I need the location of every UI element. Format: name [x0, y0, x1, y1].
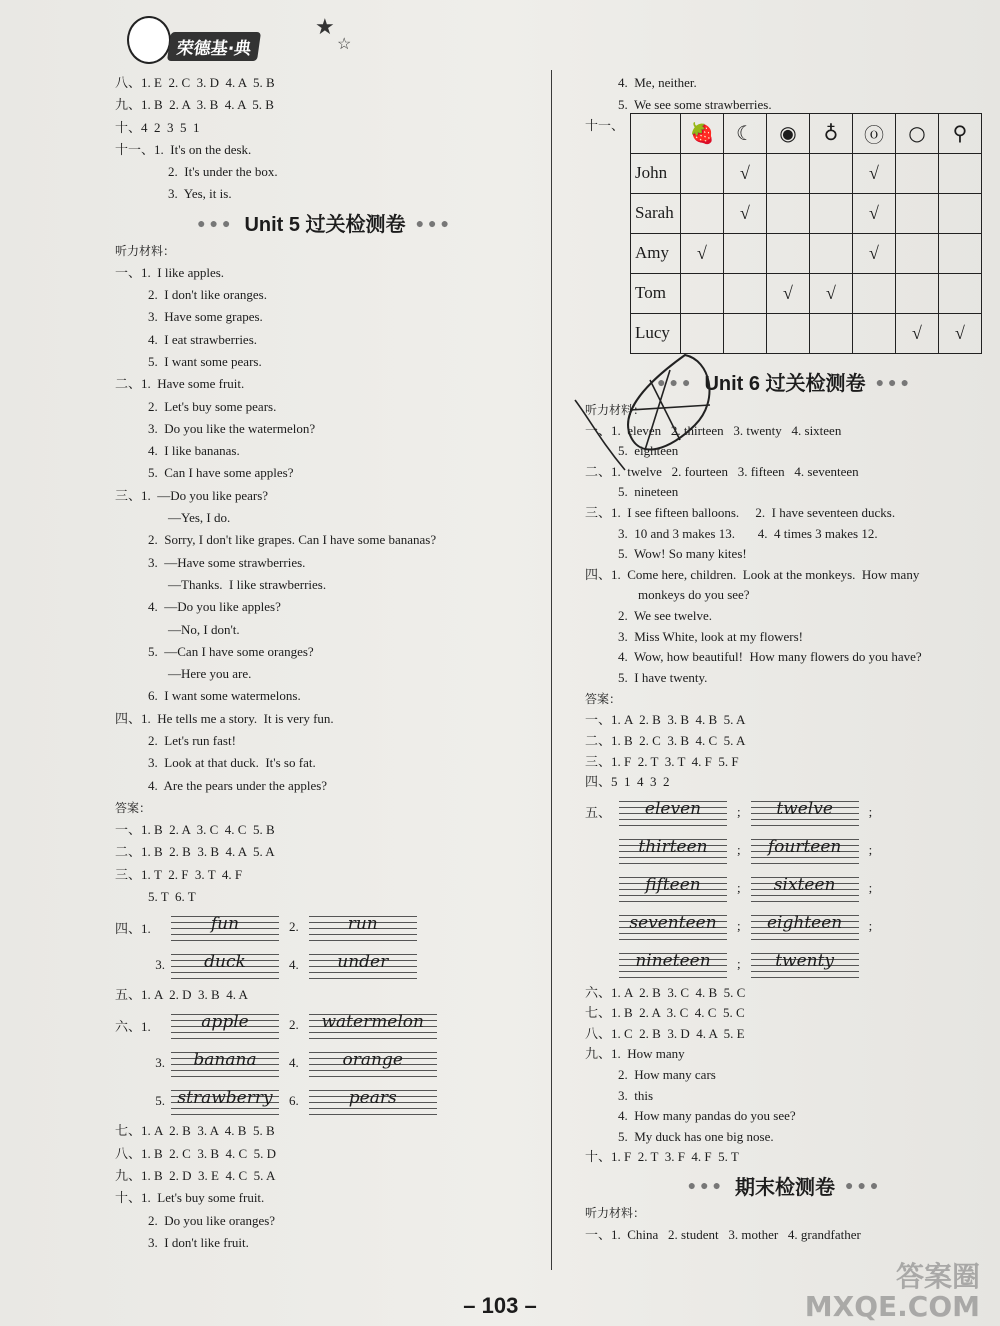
student-name: Amy [631, 233, 681, 273]
listening-line: 4. I eat strawberries. [148, 331, 258, 347]
listening-line: 四、1. Come here, children. Look at the monkeys. How many [585, 566, 920, 582]
check-cell [810, 193, 853, 233]
orange-icon: ○ [896, 113, 939, 153]
listening-line: 3. Look at that duck. It's so fat. [148, 755, 316, 771]
unit5-title: Unit 5 过关检测卷 [244, 214, 406, 237]
answer-line: 三、1. F 2. T 3. T 4. F 5. F [585, 753, 739, 769]
handwritten-word: under [337, 952, 389, 973]
question-label: 五、 [585, 805, 612, 821]
listening-line: 4. —Do you like apples? [148, 599, 281, 615]
listening-label: 听力材料： [115, 243, 176, 258]
fruit-table-section [585, 113, 985, 365]
handwritten-word: orange [342, 1050, 403, 1071]
handwritten-word: fourteen [767, 836, 842, 857]
student-name: Lucy [631, 313, 681, 353]
check-cell [681, 153, 724, 193]
check-cell [681, 273, 724, 313]
check-cell [724, 233, 767, 273]
table-corner [631, 113, 681, 153]
table-row [631, 193, 982, 233]
item-number: 4. [289, 1055, 299, 1071]
listening-line: —Thanks. I like strawberries. [168, 576, 327, 592]
handwritten-word: nineteen [635, 950, 711, 971]
writing-row [585, 907, 985, 945]
section-heading [115, 206, 535, 240]
separator: ; [868, 917, 873, 933]
table-row [631, 233, 982, 273]
check-cell [939, 153, 982, 193]
listening-line: 一、1. I like apples. [115, 264, 225, 280]
check-cell [767, 153, 810, 193]
question-label: 十一、 [585, 117, 625, 133]
listening-line: 6. I want some watermelons. [148, 688, 301, 704]
listening-line: 2. Let's buy some pears. [148, 398, 277, 414]
listening-line: 5. Wow! So many kites! [618, 546, 747, 562]
column-divider [551, 70, 552, 1270]
question-label: 四、1. [115, 920, 151, 936]
separator: ; [868, 803, 873, 819]
separator: ; [737, 917, 741, 933]
listening-line: 5. I want some pears. [148, 353, 262, 369]
listening-line: 3. 10 and 3 makes 13. 4. 4 times 3 makes 12. [618, 525, 878, 541]
dots-decoration: ●●● [197, 214, 235, 231]
answer-line: 九、1. How many [585, 1046, 685, 1062]
check-cell [939, 273, 982, 313]
handwritten-word: run [347, 914, 378, 935]
brand-logo [115, 14, 355, 70]
handwriting-box [171, 1009, 279, 1041]
item-number: 6. [289, 1093, 299, 1109]
check-cell [896, 153, 939, 193]
listening-line: —Here you are. [168, 666, 252, 682]
answer-line: 八、1. E 2. C 3. D 4. A 5. B [115, 75, 275, 90]
listening-line: monkeys do you see? [638, 587, 750, 603]
handwriting-box [171, 911, 279, 943]
handwritten-word: fifteen [645, 874, 701, 895]
listening-line: 5. eighteen [618, 443, 679, 459]
check-cell [810, 313, 853, 353]
handwriting-box [751, 872, 859, 904]
watermark: 答案圈 MXQE.COM [804, 1260, 980, 1323]
listening-line: 3. Do you like the watermelon? [148, 420, 316, 436]
listening-line: 2. Let's run fast! [148, 733, 236, 749]
handwritten-word: strawberry [177, 1088, 273, 1109]
answer-line: 八、1. C 2. B 3. D 4. A 5. E [585, 1025, 745, 1041]
check-cell: √ [681, 233, 724, 273]
answers-label: 答案： [585, 692, 622, 707]
fruit-table [630, 113, 982, 354]
answer-line: 十、1. Let's buy some fruit. [115, 1190, 265, 1206]
writing-row [585, 793, 985, 831]
dots-decoration: ●●● [415, 214, 453, 231]
dots-decoration: ●●● [875, 373, 913, 390]
handwritten-word: eighteen [767, 912, 843, 933]
listening-line: 二、1. Have some fruit. [115, 376, 245, 392]
check-cell [767, 193, 810, 233]
check-cell [810, 233, 853, 273]
dots-decoration: ●●● [687, 1177, 725, 1194]
item-number: 5. [155, 1093, 165, 1109]
table-row [631, 273, 982, 313]
handwriting-box [309, 911, 417, 943]
separator: ; [737, 879, 741, 895]
answer-line: 5. T 6. T [148, 888, 196, 904]
dots-decoration: ●●● [845, 1177, 883, 1194]
answer-line: 三、1. T 2. F 3. T 4. F [115, 866, 243, 882]
answer-line: 七、1. B 2. A 3. C 4. C 5. C [585, 1005, 745, 1021]
listening-line: 5. Can I have some apples? [148, 465, 294, 481]
answer-line: 七、1. A 2. B 3. A 4. B 5. B [115, 1123, 275, 1139]
page-number: – 103 – [463, 1293, 537, 1318]
handwritten-word: sixteen [773, 874, 836, 895]
check-cell [767, 233, 810, 273]
item-number: 2. [289, 1017, 299, 1033]
check-cell [681, 193, 724, 233]
check-cell [767, 313, 810, 353]
check-cell: √ [810, 273, 853, 313]
item-number: 3. [155, 957, 165, 973]
listening-line: 2. Sorry, I don't like grapes. Can I have some bananas? [148, 532, 437, 548]
listening-line: 3. Miss White, look at my flowers! [618, 628, 803, 644]
answer-line: 二、1. B 2. C 3. B 4. C 5. A [585, 732, 746, 748]
check-cell [853, 273, 896, 313]
answer-line: 八、1. B 2. C 3. B 4. C 5. D [115, 1145, 277, 1161]
handwritten-word: watermelon [321, 1012, 424, 1033]
question-label: 六、1. [115, 1018, 151, 1034]
answer-line: 2. It's under the box. [168, 164, 278, 180]
listening-line: 5. nineteen [618, 484, 679, 500]
answer-line: 4. Me, neither. [618, 75, 697, 90]
answer-line: 5. We see some strawberries. [618, 97, 772, 113]
answer-line: 一、1. A 2. B 3. B 4. B 5. A [585, 712, 746, 728]
check-cell: √ [767, 273, 810, 313]
listening-line: 二、1. twelve 2. fourteen 3. fifteen 4. seventeen [585, 463, 859, 479]
watermelon-icon: ◉ [767, 113, 810, 153]
table-row [631, 153, 982, 193]
handwriting-box [171, 1085, 279, 1117]
answer-line: 4. How many pandas do you see? [618, 1108, 796, 1124]
writing-row [585, 869, 985, 907]
handwriting-box [619, 796, 727, 828]
handwriting-box [751, 948, 859, 980]
star-icon: ☆ [337, 36, 352, 53]
handwriting-box [619, 834, 727, 866]
answer-line: 二、1. B 2. B 3. B 4. A 5. A [115, 844, 275, 860]
handwriting-box [751, 796, 859, 828]
listening-line: 2. I don't like oranges. [148, 287, 267, 303]
check-cell: √ [724, 193, 767, 233]
answer-line: 十一、1. It's on the desk. [115, 141, 252, 157]
listening-line: 5. I have twenty. [618, 669, 708, 685]
handwriting-box [619, 910, 727, 942]
banana-icon: ☾ [724, 113, 767, 153]
star-icon: ★ [315, 14, 335, 39]
grape-icon: ⚲ [939, 113, 982, 153]
answer-line: 十、1. F 2. T 3. F 4. F 5. T [585, 1149, 739, 1165]
separator: ; [737, 803, 741, 819]
check-cell [724, 273, 767, 313]
separator: ; [737, 955, 741, 971]
handwriting-box [309, 949, 417, 981]
dots-decoration: ●●● [657, 373, 695, 390]
writing-row [115, 946, 535, 984]
listening-line: —Yes, I do. [168, 510, 231, 526]
separator: ; [737, 841, 741, 857]
handwritten-word: twelve [776, 798, 833, 819]
handwritten-word: pears [348, 1088, 397, 1109]
logo-text: 荣德基·典 [167, 32, 262, 61]
final-title: 期末检测卷 [735, 1176, 835, 1199]
handwriting-box [751, 834, 859, 866]
answer-line: 九、1. B 2. A 3. B 4. A 5. B [115, 97, 274, 113]
table-header-row [631, 113, 982, 153]
answer-line: 2. Do you like oranges? [148, 1212, 276, 1228]
check-cell [896, 193, 939, 233]
answer-line: 四、5 1 4 3 2 [585, 774, 670, 790]
handwritten-word: twenty [775, 950, 835, 971]
scribble-mark [570, 340, 730, 490]
check-cell [939, 233, 982, 273]
handwritten-word: eleven [644, 798, 702, 819]
answer-line: 2. How many cars [618, 1067, 716, 1083]
check-cell: √ [853, 233, 896, 273]
student-name: Sarah [631, 193, 681, 233]
handwriting-box [309, 1047, 437, 1079]
answer-line: 五、1. A 2. D 3. B 4. A [115, 987, 248, 1003]
listening-line: 一、1. eleven 2. thirteen 3. twenty 4. sixteen [585, 422, 842, 438]
left-column [115, 72, 535, 1254]
handwritten-word: thirteen [638, 836, 708, 857]
listening-line: 4. Wow, how beautiful! How many flowers do you have? [618, 649, 922, 665]
handwriting-box [309, 1085, 437, 1117]
handwriting-box [619, 948, 727, 980]
listening-line: 4. Are the pears under the apples? [148, 777, 328, 793]
handwriting-box [171, 1047, 279, 1079]
listening-line: 三、1. —Do you like pears? [115, 487, 269, 503]
handwriting-box [309, 1009, 437, 1041]
handwriting-box [171, 949, 279, 981]
separator: ; [868, 879, 873, 895]
handwriting-box [619, 872, 727, 904]
handwritten-word: banana [193, 1050, 257, 1071]
writing-row [115, 908, 535, 946]
check-cell: √ [939, 313, 982, 353]
handwritten-word: duck [204, 952, 246, 973]
handwritten-word: fun [210, 914, 240, 935]
check-cell: √ [896, 313, 939, 353]
student-name: Tom [631, 273, 681, 313]
writing-row [115, 1006, 535, 1044]
item-number: 3. [155, 1055, 165, 1071]
writing-row [585, 831, 985, 869]
answer-line: 十、4 2 3 5 1 [115, 119, 200, 135]
listening-line: 四、1. He tells me a story. It is very fun. [115, 710, 334, 726]
listening-line: 三、1. I see fifteen balloons. 2. I have seventeen ducks. [585, 504, 896, 520]
writing-row [115, 1082, 535, 1120]
check-cell: √ [724, 153, 767, 193]
mascot-icon [127, 16, 171, 64]
item-number: 2. [289, 919, 299, 935]
answer-line: 九、1. B 2. D 3. E 4. C 5. A [115, 1167, 276, 1183]
check-cell: √ [853, 193, 896, 233]
listening-line: 5. —Can I have some oranges? [148, 643, 314, 659]
answer-line: 六、1. A 2. B 3. C 4. B 5. C [585, 984, 746, 1000]
check-cell [939, 193, 982, 233]
handwritten-word: seventeen [629, 912, 717, 933]
writing-row [115, 1044, 535, 1082]
answer-line: 3. Yes, it is. [168, 186, 232, 202]
listening-line: 3. Have some grapes. [148, 309, 263, 325]
listening-line: —No, I don't. [168, 621, 240, 637]
student-name: John [631, 153, 681, 193]
check-cell [810, 153, 853, 193]
check-cell [853, 313, 896, 353]
answer-line: 3. this [618, 1087, 654, 1103]
listening-label: 听力材料： [585, 402, 646, 417]
pear-icon: ♁ [810, 113, 853, 153]
listening-line: 3. —Have some strawberries. [148, 554, 306, 570]
check-cell: √ [853, 153, 896, 193]
writing-row [585, 945, 985, 983]
answers-label: 答案： [115, 800, 152, 815]
unit6-title: Unit 6 过关检测卷 [704, 373, 866, 396]
apple-icon: ⓞ [853, 113, 896, 153]
answer-line: 一、1. B 2. A 3. C 4. C 5. B [115, 821, 275, 837]
check-cell [896, 273, 939, 313]
listening-line: 2. We see twelve. [618, 607, 713, 623]
section-heading [585, 1168, 985, 1202]
right-column [585, 72, 985, 1246]
handwriting-box [751, 910, 859, 942]
separator: ; [868, 841, 873, 857]
answer-line: 5. My duck has one big nose. [618, 1128, 774, 1144]
listening-line: 4. I like bananas. [148, 443, 240, 459]
answer-line: 3. I don't like fruit. [148, 1234, 249, 1250]
check-cell [896, 233, 939, 273]
strawberry-icon: 🍓 [681, 113, 724, 153]
listening-label: 听力材料： [585, 1206, 646, 1221]
handwritten-word: apple [201, 1012, 249, 1033]
item-number: 4. [289, 957, 299, 973]
listening-line: 一、1. China 2. student 3. mother 4. grandfather [585, 1227, 861, 1243]
